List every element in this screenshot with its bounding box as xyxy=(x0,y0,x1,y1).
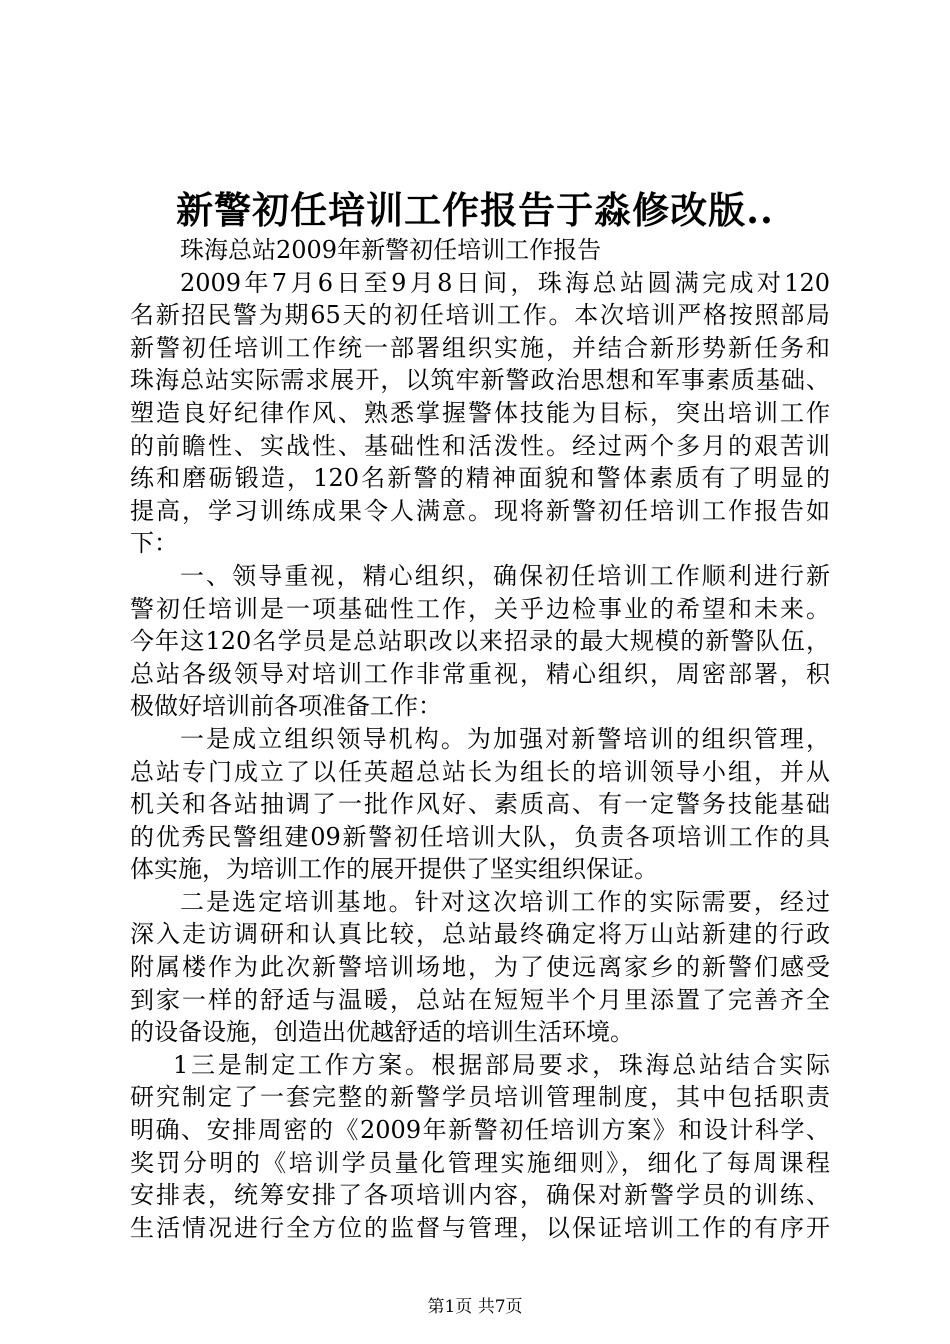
body-line: 珠海总站2009年新警初任培训工作报告 xyxy=(180,236,602,264)
body-line: 奖罚分明的《培训学员量化管理实施细则》，细化了每周课程 xyxy=(130,1148,830,1177)
body-line: 到家一样的舒适与温暖，总站在短短半个月里添置了完善齐全 xyxy=(130,985,830,1014)
body-line: 二是选定培训基地。针对这次培训工作的实际需要，经过 xyxy=(180,887,830,916)
body-line: 一是成立组织领导机构。为加强对新警培训的组织管理， xyxy=(180,724,830,753)
body-line: 的前瞻性、实战性、基础性和活泼性。经过两个多月的艰苦训 xyxy=(130,431,830,460)
body-line: 的优秀民警组建09新警初任培训大队，负责各项培训工作的具 xyxy=(130,822,830,851)
document-title: 新警初任培训工作报告于淼修改版.. xyxy=(176,188,774,232)
document-body xyxy=(130,234,830,1244)
body-line: 练和磨砺锻造，120名新警的精神面貌和警体素质有了明显的 xyxy=(130,464,830,493)
body-line: 名新招民警为期65天的初任培训工作。本次培训严格按照部局 xyxy=(130,301,830,330)
body-line: 体实施，为培训工作的展开提供了坚实组织保证。 xyxy=(130,855,658,884)
body-line: 珠海总站实际需求展开，以筑牢新警政治思想和军事素质基础、 xyxy=(130,366,830,395)
body-line: 明确、安排周密的《2009年新警初任培训方案》和设计科学、 xyxy=(130,1116,830,1145)
body-line: 2009年7月6日至9月8日间，珠海总站圆满完成对120 xyxy=(180,268,830,297)
body-line: 极做好培训前各项准备工作： xyxy=(130,692,442,721)
body-line: 生活情况进行全方位的监督与管理，以保证培训工作的有序开 xyxy=(130,1213,830,1242)
body-line: 提高，学习训练成果令人满意。现将新警初任培训工作报告如 xyxy=(130,496,830,525)
body-line: 下： xyxy=(130,529,178,558)
body-line: 塑造良好纪律作风、熟悉掌握警体技能为目标，突出培训工作 xyxy=(130,398,830,427)
body-line: 深入走访调研和认真比较，总站最终确定将万山站新建的行政 xyxy=(130,920,830,949)
body-line: 的设备设施，创造出优越舒适的培训生活环境。 xyxy=(130,1018,634,1047)
body-line: 总站各级领导对培训工作非常重视，精心组织，周密部署，积 xyxy=(130,659,830,688)
page-footer: 第1页 共7页 xyxy=(427,1297,523,1317)
body-line: 研究制定了一套完整的新警学员培训管理制度，其中包括职责 xyxy=(130,1083,830,1112)
body-line: 1三是制定工作方案。根据部局要求，珠海总站结合实际 xyxy=(173,1050,830,1079)
body-line: 警初任培训是一项基础性工作，关乎边检事业的希望和未来。 xyxy=(130,594,830,623)
body-line: 一、领导重视，精心组织，确保初任培训工作顺利进行新 xyxy=(180,561,830,590)
body-line: 安排表，统筹安排了各项培训内容，确保对新警学员的训练、 xyxy=(130,1181,830,1210)
body-line: 机关和各站抽调了一批作风好、素质高、有一定警务技能基础 xyxy=(130,790,830,819)
body-line: 今年这120名学员是总站职改以来招录的最大规模的新警队伍， xyxy=(130,627,830,656)
body-line: 新警初任培训工作统一部署组织实施，并结合新形势新任务和 xyxy=(130,333,830,362)
body-line: 总站专门成立了以任英超总站长为组长的培训领导小组，并从 xyxy=(130,757,830,786)
body-line: 附属楼作为此次新警培训场地，为了使远离家乡的新警们感受 xyxy=(130,953,830,982)
